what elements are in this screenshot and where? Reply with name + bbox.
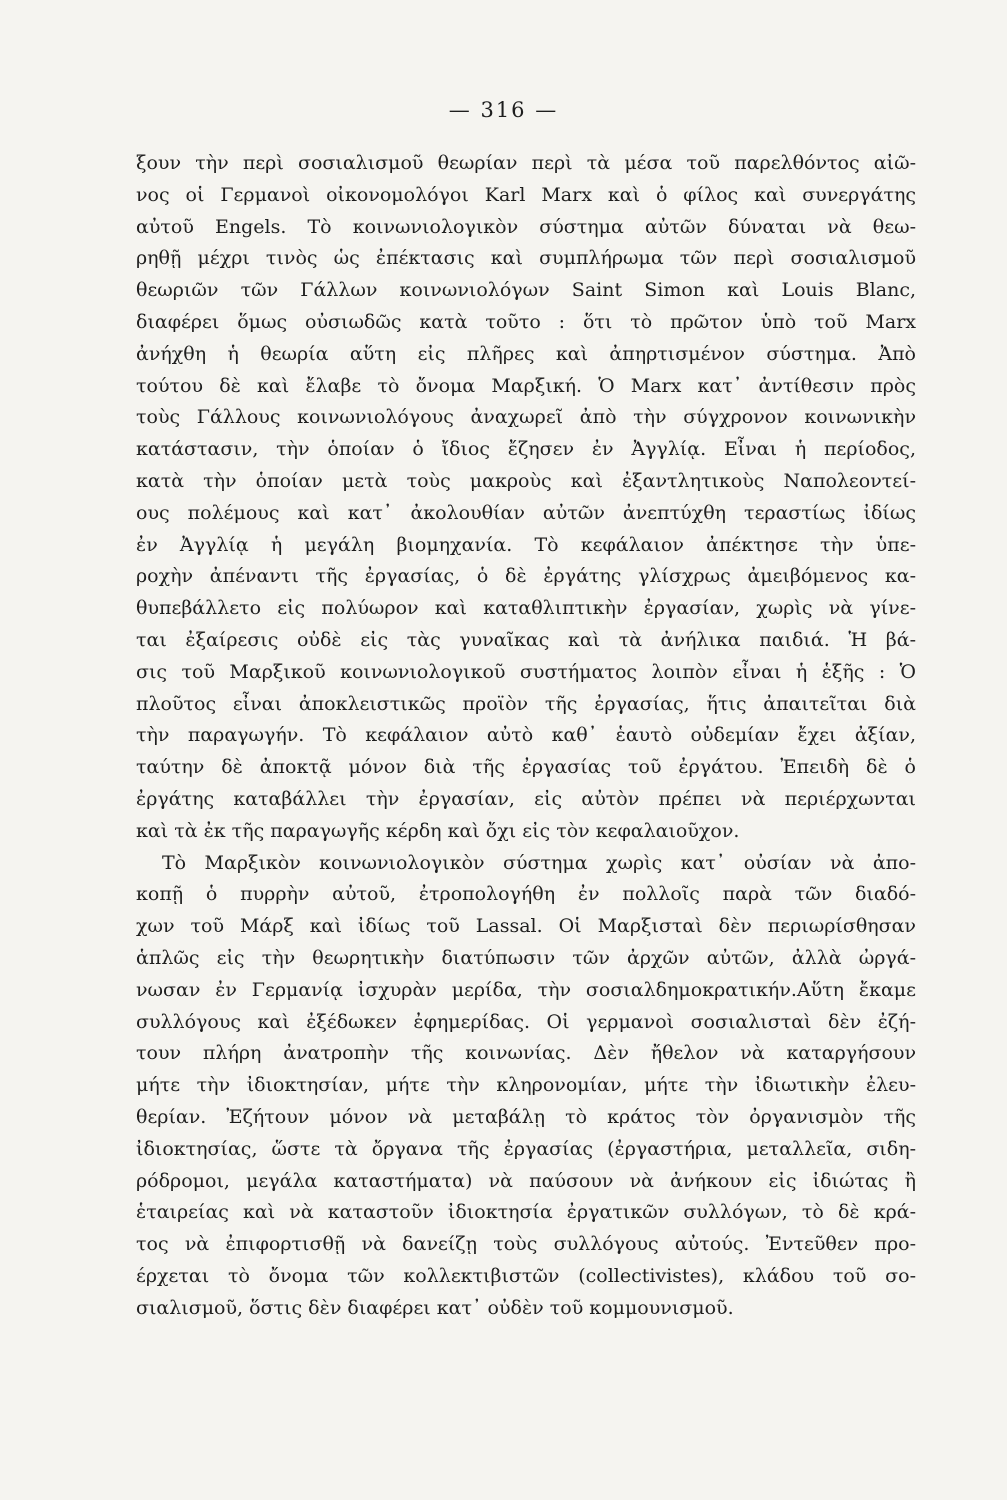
- text-line: ξουν τὴν περὶ σοσιαλισμοῦ θεωρίαν περὶ τὰ μέσα τοῦ παρελθόντος αἰῶ-: [136, 152, 916, 174]
- paragraph-2: [136, 848, 916, 1325]
- text-line: συλλόγους καὶ ἐξέδωκεν ἐφημερίδας. Οἱ γερμανοὶ σοσιαλισταὶ δὲν ἐζή-: [136, 1010, 916, 1033]
- text-line: κατάστασιν, τὴν ὁποίαν ὁ ἴδιος ἔζησεν ἐν Ἀγγλίᾳ. Εἶναι ἡ περίοδος,: [136, 438, 916, 461]
- text-line: μήτε τὴν ἰδιοκτησίαν, μήτε τὴν κληρονομίαν, μήτε τὴν ἰδιωτικὴν ἐλευ-: [136, 1074, 916, 1097]
- text-line: καὶ τὰ ἐκ τῆς παραγωγῆς κέρδη καὶ ὄχι εἰς τὸν κεφαλαιοῦχον.: [136, 819, 740, 842]
- text-line: ρηθῇ μέχρι τινὸς ὡς ἐπέκτασις καὶ συμπλήρωμα τῶν περὶ σοσιαλισμοῦ: [136, 247, 916, 270]
- text-line: ἁπλῶς εἰς τὴν θεωρητικὴν διατύπωσιν τῶν ἀρχῶν αὐτῶν, ἀλλὰ ὠργά-: [136, 946, 916, 969]
- text-line: ταύτην δὲ ἀποκτᾷ μόνον διὰ τῆς ἐργασίας τοῦ ἐργάτου. Ἐπειδὴ δὲ ὁ: [136, 756, 916, 779]
- text-line: κατὰ τὴν ὁποίαν μετὰ τοὺς μακροὺς καὶ ἐξαντλητικοὺς Ναπολεοντεί-: [136, 469, 916, 492]
- text-line: θεωριῶν τῶν Γάλλων κοινωνιολόγων Saint Simon καὶ Louis Blanc,: [136, 279, 916, 302]
- text-line: έρχεται τὸ ὄνομα τῶν κολλεκτιβιστῶν (collectivistes), κλάδου τοῦ σο-: [136, 1264, 916, 1287]
- body-text: [136, 148, 916, 1324]
- text-line: νος οἱ Γερμανοὶ οἰκονομολόγοι Karl Marx καὶ ὁ φίλος καὶ συνεργάτης: [136, 183, 916, 206]
- page-number: — 316 —: [448, 98, 559, 122]
- text-line: θυπεβάλλετο εἰς πολύωρον καὶ καταθλιπτικὴν ἐργασίαν, χωρὶς νὰ γίνε-: [136, 597, 916, 620]
- text-line: χων τοῦ Μάρξ καὶ ἰδίως τοῦ Lassal. Οἱ Μαρξισταὶ δὲν περιωρίσθησαν: [136, 915, 916, 938]
- text-line: νωσαν ἐν Γερμανίᾳ ἰσχυρὰν μερίδα, τὴν σοσιαλδημοκρατικήν.Αὕτη ἔκαμε: [136, 978, 916, 1001]
- text-line: τούτου δὲ καὶ ἔλαβε τὸ ὄνομα Μαρξική. Ὁ Marx κατ᾿ ἀντίθεσιν πρὸς: [136, 374, 916, 397]
- text-line: ται ἐξαίρεσις οὐδὲ εἰς τὰς γυναῖκας καὶ τὰ ἀνήλικα παιδιά. Ἡ βά-: [136, 628, 916, 651]
- text-line: τος νὰ ἐπιφορτισθῇ νὰ δανείζῃ τοὺς συλλόγους αὐτούς. Ἐντεῦθεν προ-: [136, 1233, 916, 1256]
- text-line: ους πολέμους καὶ κατ᾿ ἀκολουθίαν αὐτῶν ἀνεπτύχθη τεραστίως ἰδίως: [136, 501, 916, 524]
- text-line: ἀνήχθη ἡ θεωρία αὕτη εἰς πλῆρες καὶ ἀπηρτισμένον σύστημα. Ἀπὸ: [136, 342, 916, 365]
- text-line: θερίαν. Ἐζήτουν μόνον νὰ μεταβάλῃ τὸ κράτος τὸν ὀργανισμὸν τῆς: [136, 1105, 916, 1128]
- text-line: ἐργάτης καταβάλλει τὴν ἐργασίαν, εἰς αὐτὸν πρέπει νὰ περιέρχωνται: [136, 787, 916, 810]
- text-line: σις τοῦ Μαρξικοῦ κοινωνιολογικοῦ συστήματος λοιπὸν εἶναι ἡ ἑξῆς : Ὁ: [136, 660, 916, 683]
- text-line: σιαλισμοῦ, ὅστις δὲν διαφέρει κατ᾿ οὐδὲν τοῦ κομμουνισμοῦ.: [136, 1296, 734, 1319]
- text-line: τουν πλήρη ἀνατροπὴν τῆς κοινωνίας. Δὲν ἤθελον νὰ καταργήσουν: [136, 1042, 916, 1065]
- text-line: Τὸ Μαρξικὸν κοινωνιολογικὸν σύστημα χωρὶς κατ᾿ οὐσίαν νὰ ἀπο-: [162, 851, 916, 874]
- text-line: τὴν παραγωγήν. Τὸ κεφάλαιον αὐτὸ καθ᾿ ἑαυτὸ οὐδεμίαν ἔχει ἀξίαν,: [136, 724, 916, 747]
- text-line: ἑταιρείας καὶ νὰ καταστοῦν ἰδιοκτησία ἐργατικῶν συλλόγων, τὸ δὲ κρά-: [136, 1201, 916, 1224]
- text-line: ρόδρομοι, μεγάλα καταστήματα) νὰ παύσουν νὰ ἀνήκουν εἰς ἰδιώτας ἢ: [136, 1169, 916, 1192]
- text-line: ροχὴν ἀπέναντι τῆς ἐργασίας, ὁ δὲ ἐργάτης γλίσχρως ἀμειβόμενος κα-: [136, 565, 916, 588]
- paragraph-1: [136, 148, 916, 848]
- text-line: ἰδιοκτησίας, ὥστε τὰ ὄργανα τῆς ἐργασίας (ἐργαστήρια, μεταλλεῖα, σιδη-: [136, 1137, 916, 1160]
- text-line: διαφέρει ὅμως οὐσιωδῶς κατὰ τοῦτο : ὅτι τὸ πρῶτον ὑπὸ τοῦ Marx: [136, 310, 916, 333]
- text-line: τοὺς Γάλλους κοινωνιολόγους ἀναχωρεῖ ἀπὸ τὴν σύγχρονον κοινωνικὴν: [136, 406, 916, 429]
- text-line: πλοῦτος εἶναι ἀποκλειστικῶς προϊὸν τῆς ἐργασίας, ἥτις ἀπαιτεῖται διὰ: [136, 692, 916, 715]
- text-line: κοπῇ ὁ πυρρὴν αὐτοῦ, ἐτροπολογήθη ἐν πολλοῖς παρὰ τῶν διαδό-: [136, 883, 916, 906]
- text-line: αὐτοῦ Engels. Τὸ κοινωνιολογικὸν σύστημα αὐτῶν δύναται νὰ θεω-: [136, 215, 916, 238]
- text-line: ἐν Ἀγγλίᾳ ἡ μεγάλη βιομηχανία. Τὸ κεφάλαιον ἀπέκτησε τὴν ὑπε-: [136, 533, 916, 556]
